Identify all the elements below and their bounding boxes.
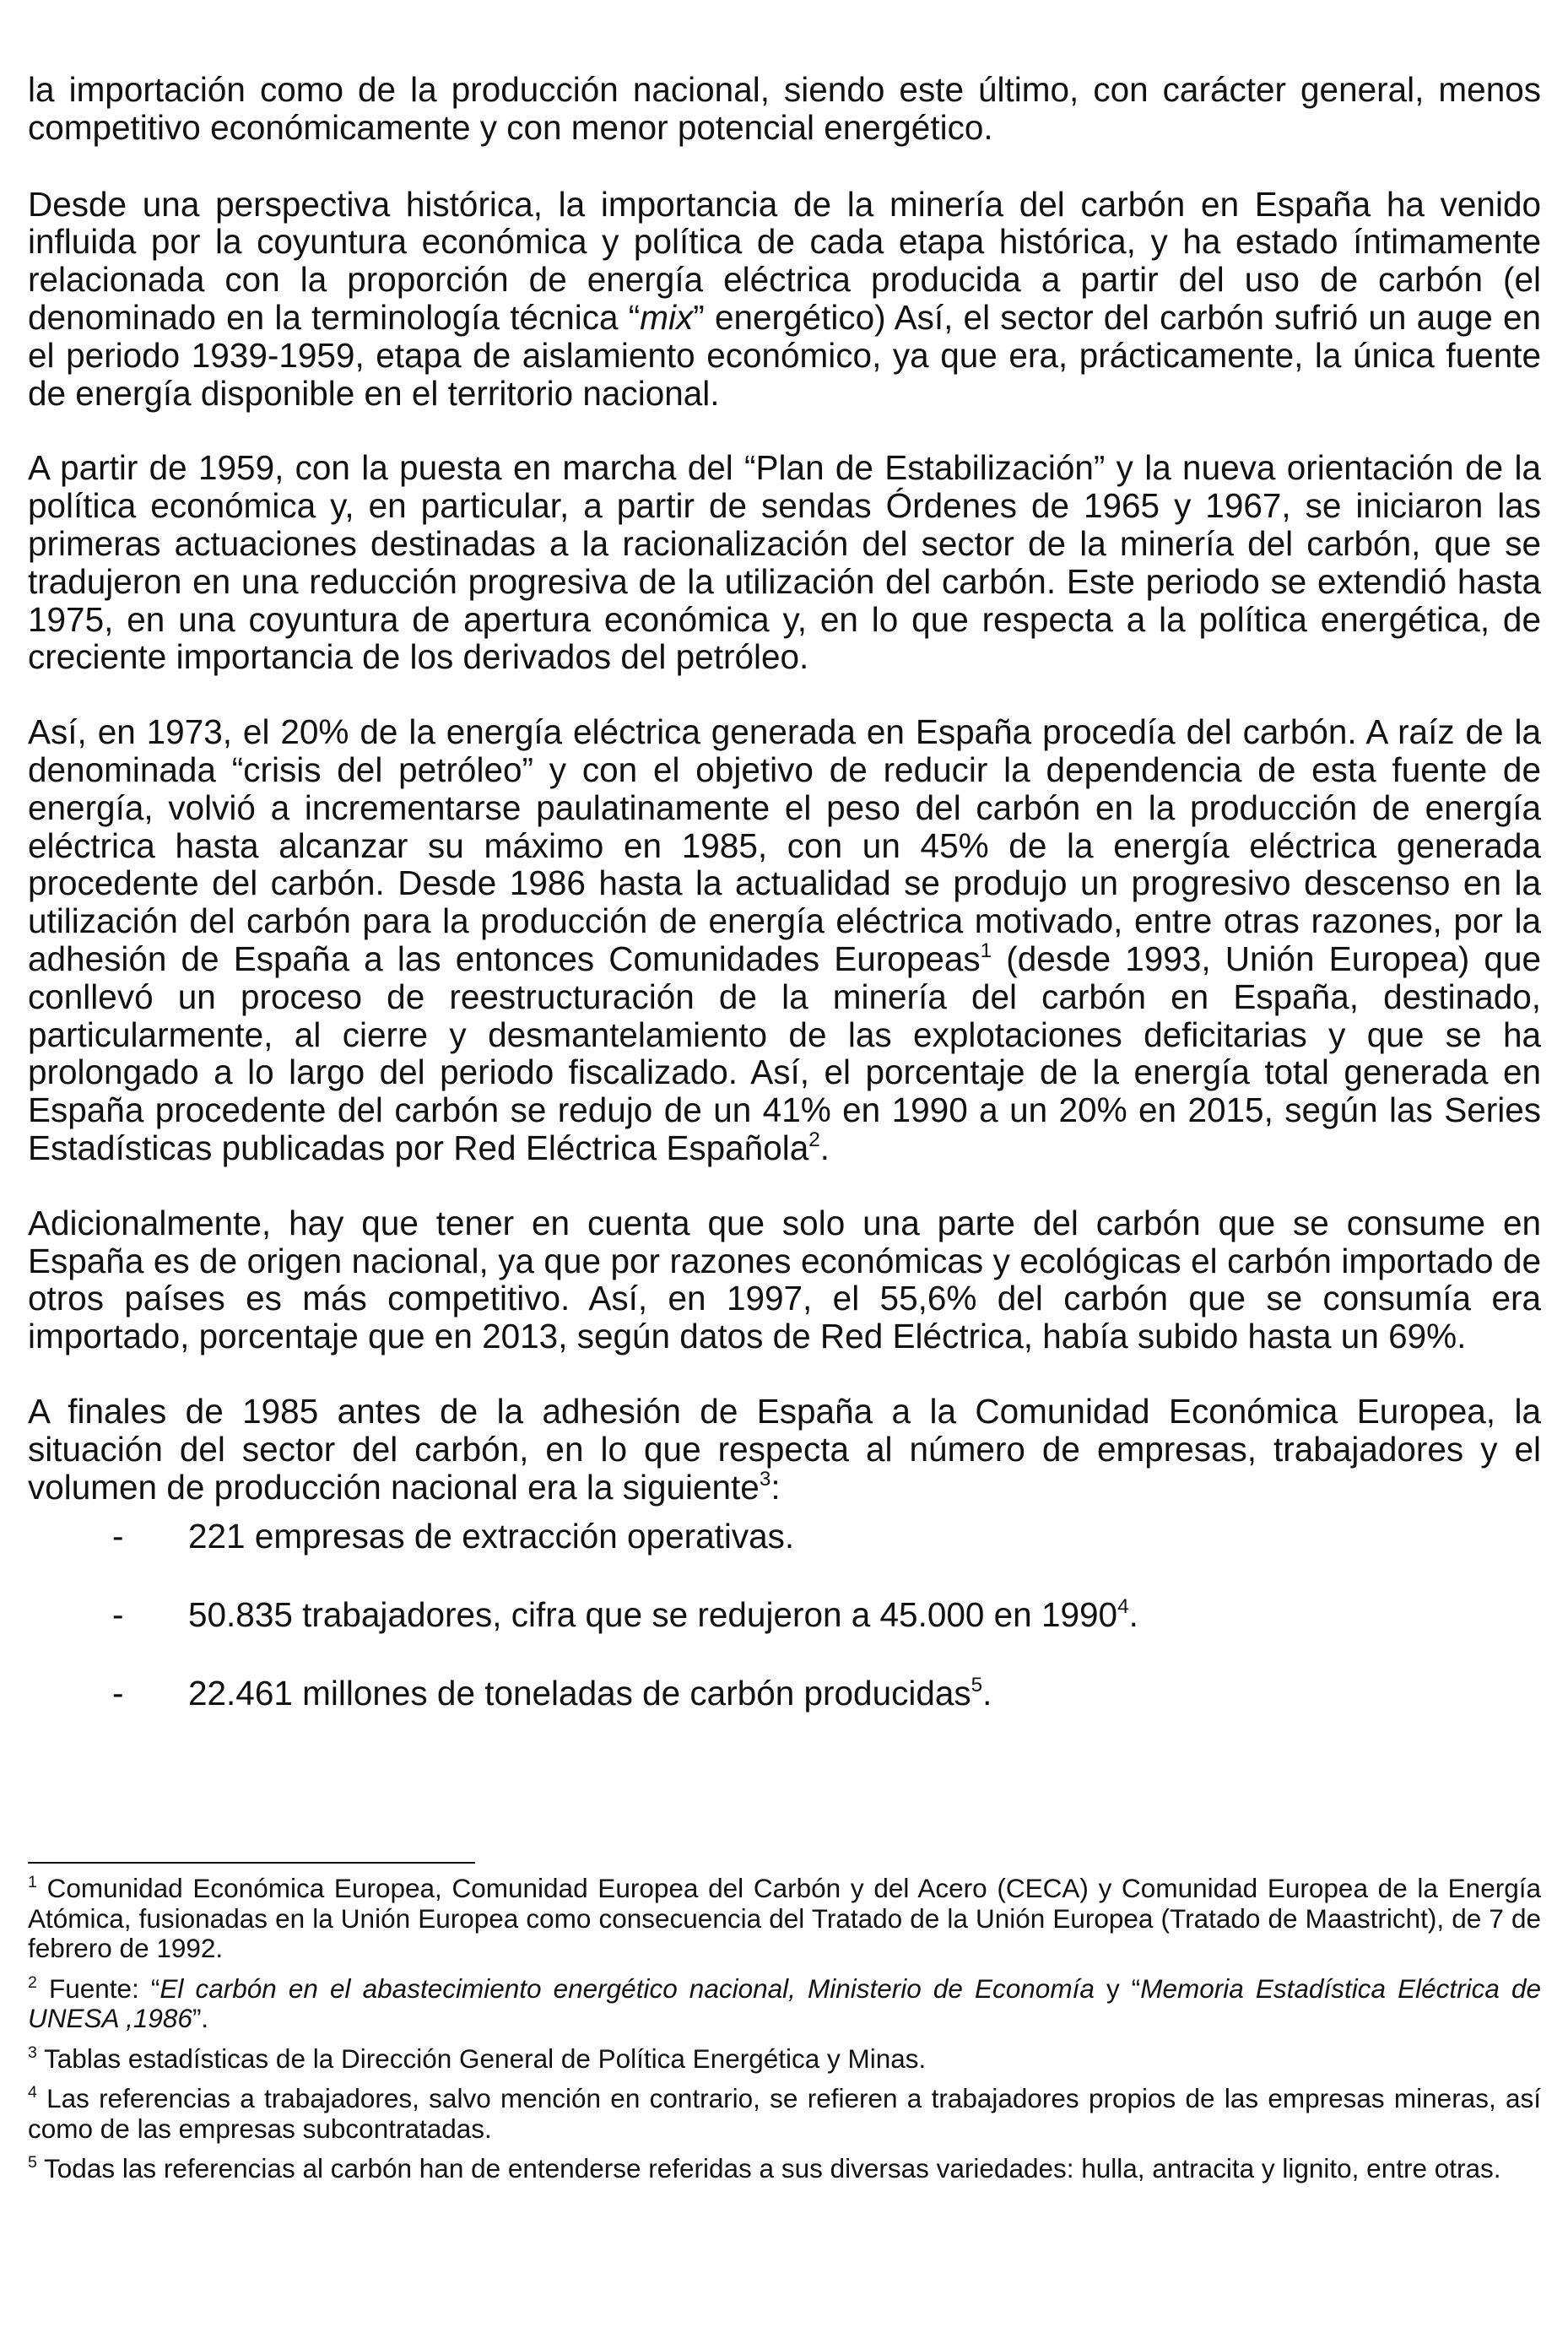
paragraph-2 <box>28 186 1541 413</box>
list-item-after: . <box>1128 1595 1138 1635</box>
footnote-text: Las referencias a trabajadores, salvo mención en contrario, se refieren a trabajadores propios de las empresas mineras, así como de las empresas subcontratadas. <box>28 2083 1541 2144</box>
footnote-ref-2: 2 <box>808 1128 820 1152</box>
paragraph-3-text: A partir de 1959, con la puesta en marcha del “Plan de Estabilización” y la nueva orientación de la política económica y, en particular, a partir de sendas Órdenes de 1965 y 1967, se iniciaron las primeras actuaciones destinadas a la racionalización del sector de la minería del carbón, que se tradujeron en una reducción progresiva de la utilización del carbón. Este periodo se extendió hasta 1975, en una coyuntura de apertura económica y, en lo que respecta a la política energética, de creciente importancia de los derivados del petróleo. <box>28 448 1541 677</box>
footnote-text: Comunidad Económica Europea, Comunidad Europea del Carbón y del Acero (CECA) y Comunidad Europea de la Energía Atómica, fusionadas en la Unión Europea como consecuencia del Tratado de la Unión Europea (Tratado de Maastricht), de 7 de febrero de 1992. <box>28 1873 1541 1963</box>
footnote-number: 4 <box>28 2083 37 2102</box>
paragraph-2-after: ” energético) Así, el sector del carbón sufrió un auge en el periodo 1939-1959, etapa de aislamiento económico, ya que era, prácticamente, la única fuente de energía disponible en el territorio nacional. <box>28 297 1541 413</box>
summary-list <box>28 1518 1541 1712</box>
footnote-italic-source-2: Memoria Estadística Eléctrica de UNESA ,1986 <box>28 1972 1541 2033</box>
footnote-mid: y “ <box>1094 1972 1141 2004</box>
paragraph-6-part1: A finales de 1985 antes de la adhesión de España a la Comunidad Económica Europea, la situación del sector del carbón, en lo que respecta al número de empresas, trabajadores y el volumen de producción nacional era la siguiente <box>28 1391 1541 1507</box>
footnote-separator <box>28 1862 475 1864</box>
paragraph-4-part1: Así, en 1973, el 20% de la energía eléctrica generada en España procedía del carbón. A raíz de la denominada “crisis del petróleo” y con el objetivo de reducir la dependencia de esta fuente de energía, volvió a incrementarse paulatinamente el peso del carbón en la producción de energía eléctrica hasta alcanzar su máximo en 1985, con un 45% de la energía eléctrica generada procedente del carbón. Desde 1986 hasta la actualidad se produjo un progresivo descenso en la utilización del carbón para la producción de energía eléctrica motivado, entre otras razones, por la adhesión de España a las entonces Comunidades Europeas <box>28 712 1541 978</box>
list-item-text: 221 empresas de extracción operativas. <box>188 1517 795 1556</box>
footnote-ref-4: 4 <box>1117 1595 1129 1619</box>
footnote-4 <box>28 2084 1541 2144</box>
footnote-text: Tablas estadísticas de la Dirección General de Política Energética y Minas. <box>36 2043 927 2074</box>
list-item-text: 50.835 trabajadores, cifra que se redujeron a 45.000 en 1990 <box>188 1595 1118 1635</box>
document-body <box>28 71 1541 1753</box>
list-dash: - <box>112 1595 124 1635</box>
paragraph-2-italic-term: mix <box>640 297 694 337</box>
footnote-text: Todas las referencias al carbón han de entenderse referidas a sus diversas variedades: hulla, antracita y lignito, entre otras. <box>36 2153 1501 2183</box>
list-dash: - <box>112 1517 124 1556</box>
footnote-number: 5 <box>28 2153 37 2173</box>
footnote-ref-3: 3 <box>759 1467 771 1491</box>
list-dash: - <box>112 1673 124 1713</box>
list-item <box>28 1596 1541 1634</box>
footnotes <box>28 1874 1541 2194</box>
paragraph-1 <box>28 71 1541 147</box>
footnote-ref-1: 1 <box>980 939 992 963</box>
footnote-3 <box>28 2044 1541 2075</box>
list-item <box>28 1675 1541 1713</box>
list-item <box>28 1518 1541 1556</box>
footnote-ref-5: 5 <box>971 1674 983 1697</box>
footnote-number: 3 <box>28 2043 37 2062</box>
footnote-suffix: ”. <box>192 2003 209 2033</box>
footnote-5 <box>28 2154 1541 2184</box>
paragraph-4 <box>28 713 1541 1167</box>
footnote-number: 1 <box>28 1873 37 1892</box>
paragraph-4-part2: (desde 1993, Unión Europea) que conllevó un proceso de reestructuración de la minería del carbón en España, destinado, particularmente, al cierre y desmantelamiento de las explotaciones deficitarias y que se ha prolongado a lo largo del periodo fiscalizado. Así, el porcentaje de la energía total generada en España procedente del carbón se redujo de un 41% en 1990 a un 20% en 2015, según las Series Estadísticas publicadas por Red Eléctrica Española <box>28 939 1541 1167</box>
footnote-2 <box>28 1974 1541 2034</box>
list-item-after: . <box>982 1673 992 1713</box>
paragraph-2-before: Desde una perspectiva histórica, la importancia de la minería del carbón en España ha venido influida por la coyuntura económica y política de cada etapa histórica, y ha estado íntimamente relacionada con la proporción de energía eléctrica producida a partir del uso de carbón (el denominado en la terminología técnica “ <box>28 184 1541 337</box>
paragraph-3 <box>28 449 1541 676</box>
paragraph-5 <box>28 1204 1541 1355</box>
paragraph-6 <box>28 1393 1541 1506</box>
footnote-1 <box>28 1874 1541 1964</box>
paragraph-1-text: la importación como de la producción nacional, siendo este último, con carácter general, menos competitivo económicamente y con menor potencial energético. <box>28 70 1541 147</box>
paragraph-6-part2: : <box>770 1467 781 1507</box>
list-item-text: 22.461 millones de toneladas de carbón producidas <box>188 1673 971 1713</box>
footnote-italic-source-1: El carbón en el abastecimiento energético nacional, Ministerio de Economía <box>160 1972 1095 2004</box>
paragraph-5-text: Adicionalmente, hay que tener en cuenta que solo una parte del carbón que se consume en España es de origen nacional, ya que por razones económicas y ecológicas el carbón importado de otros países es más competitivo. Así, en 1997, el 55,6% del carbón que se consumía era importado, porcentaje que en 2013, según datos de Red Eléctrica, había subido hasta un 69%. <box>28 1203 1541 1356</box>
footnote-prefix: Fuente: “ <box>36 1972 160 2004</box>
paragraph-4-part3: . <box>819 1128 830 1167</box>
footnote-number: 2 <box>28 1972 37 1992</box>
